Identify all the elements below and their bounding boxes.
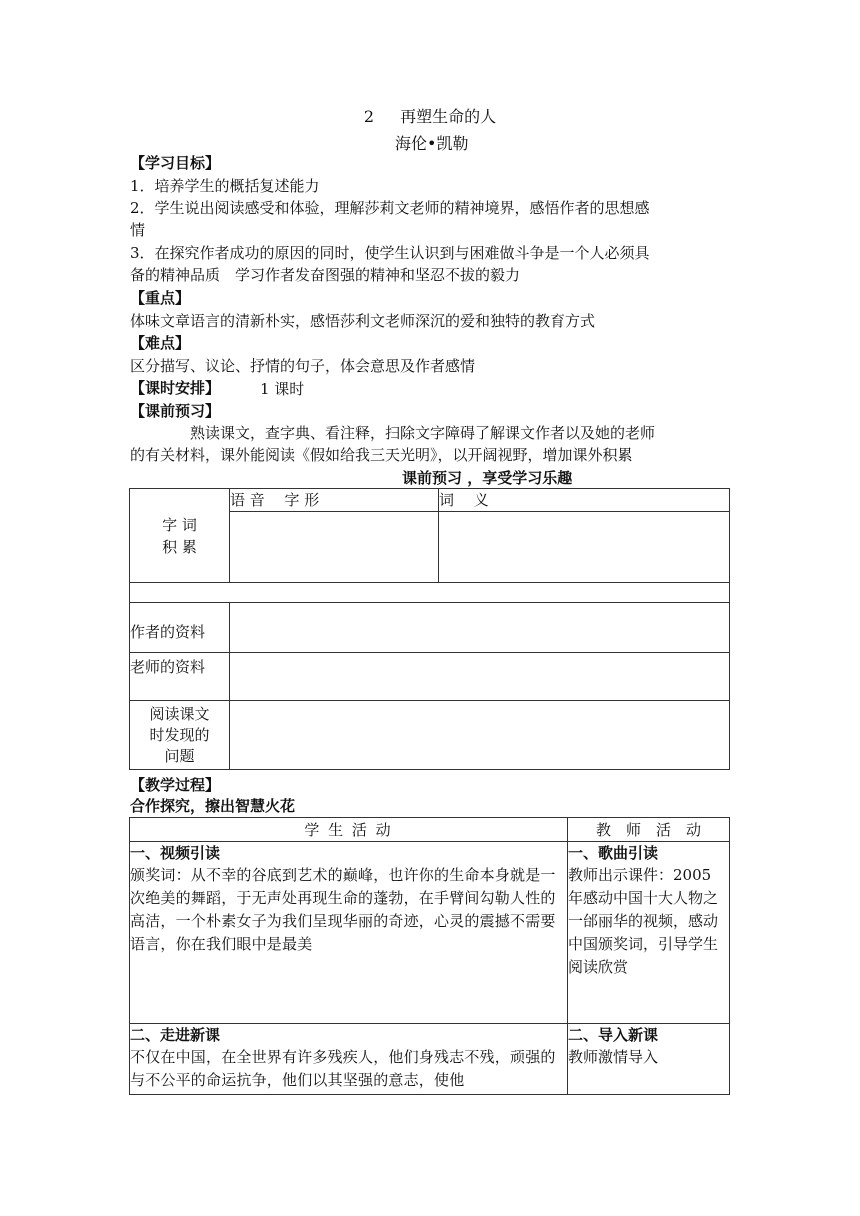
student-activity-title: 二、走进新课 <box>130 1026 221 1044</box>
lesson-number: 2 <box>363 107 375 126</box>
author-info-label-cell <box>130 603 230 653</box>
difficulties-text: 区分描写、议论、抒情的句子，体会意思及作者感情 <box>130 357 476 375</box>
key-points-heading: 【重点】 <box>130 289 191 307</box>
meaning-header <box>439 489 730 512</box>
teacher-activity-title: 二、导入新课 <box>568 1026 659 1044</box>
objective-item: 2．学生说出阅读感受和体验，理解莎莉文老师的精神境界，感悟作者的思想感 <box>130 199 650 217</box>
empty-spacer-row <box>130 583 730 603</box>
student-activity-header <box>130 818 568 842</box>
teacher-info-label-cell <box>130 653 230 701</box>
meaning-header-label: 词 义 <box>439 491 489 509</box>
word-accumulation-label: 字 词 <box>162 515 197 534</box>
student-activity-header-label: 学 生 活 动 <box>304 820 393 839</box>
objective-item: 3．在探究作者成功的原因的同时，使学生认识到与困难做斗争是一个人必须具 <box>130 244 650 262</box>
schedule-heading: 【课时安排】 <box>130 379 221 397</box>
author-info-label: 作者的资料 <box>130 623 206 641</box>
objective-item: 情 <box>130 221 146 239</box>
teacher-activity-cell <box>568 842 730 1024</box>
process-table <box>129 817 730 1095</box>
objective-item: 备的精神品质 学习作者发奋图强的精神和坚忍不拔的毅力 <box>130 266 521 284</box>
preview-table <box>129 488 730 770</box>
lesson-title-text: 再塑生命的人 <box>400 107 497 126</box>
author-name: 海伦•凯勒 <box>395 134 469 153</box>
preview-text-line: 的有关材料，课外能阅读《假如给我三天光明》，以开阔视野，增加课外积累 <box>130 446 633 464</box>
teacher-activity-header-label: 教 师 活 动 <box>595 820 701 839</box>
preview-table-caption: 课前预习 ，享受学习乐趣 <box>402 469 573 487</box>
teacher-activity-title: 一、歌曲引读 <box>568 844 659 862</box>
reading-questions-input-cell[interactable] <box>230 701 730 770</box>
reading-questions-label: 时发现的 <box>149 725 210 744</box>
student-activity-text: 不仅在中国，在全世界有许多残疾人，他们身残志不残，顽强的与不公平的命运抗争，他们以其坚强的意志，使他 <box>130 1048 556 1089</box>
student-activity-title: 一、视频引读 <box>130 844 221 862</box>
teacher-activity-header <box>568 818 730 842</box>
author-info-input-cell[interactable] <box>230 603 730 653</box>
meaning-input-cell[interactable] <box>439 512 730 583</box>
lesson-title <box>0 104 860 127</box>
teacher-activity-text: 教师激情导入 <box>568 1048 659 1066</box>
student-activity-text: 颁奖词：从不幸的谷底到艺术的巅峰，也许你的生命本身就是一次绝美的舞蹈，于无声处再现生命的蓬勃，在手臂间勾勒人性的高洁，一个朴素女子为我们呈现华丽的奇迹，心灵的震撼不需要语言，你在我们眼中是最美 <box>130 866 556 953</box>
word-accumulation-label: 积 累 <box>162 537 197 556</box>
objective-item: 1．培养学生的概括复述能力 <box>130 177 320 195</box>
preview-text-line: 熟读课文，查字典、看注释，扫除文字障碍了解课文作者以及她的老师 <box>190 424 656 442</box>
process-subheading: 合作探究，擦出智慧火花 <box>130 797 296 815</box>
teacher-activity-cell <box>568 1024 730 1095</box>
student-activity-cell <box>130 842 568 1024</box>
word-accumulation-label-cell <box>130 489 230 583</box>
key-points-text: 体味文章语言的清新朴实，感悟莎利文老师深沉的爱和独特的教育方式 <box>130 312 596 330</box>
schedule-value: 1 课时 <box>260 380 305 398</box>
reading-questions-label: 问题 <box>164 746 195 765</box>
reading-questions-label: 阅读课文 <box>149 704 210 723</box>
objectives-heading: 【学习目标】 <box>130 154 221 172</box>
pronunciation-header-label: 语 音 字 形 <box>230 491 320 509</box>
pronunciation-input-cell[interactable] <box>230 512 439 583</box>
teacher-info-input-cell[interactable] <box>230 653 730 701</box>
process-heading: 【教学过程】 <box>130 776 221 794</box>
reading-questions-label-cell <box>130 701 230 770</box>
difficulties-heading: 【难点】 <box>130 334 191 352</box>
teacher-info-label: 老师的资料 <box>130 658 206 676</box>
preview-heading: 【课前预习】 <box>130 402 221 420</box>
pronunciation-header <box>230 489 439 512</box>
teacher-activity-text: 教师出示课件：2005 年感动中国十大人物之一邰丽华的视频，感动中国颁奖词，引导学生阅读欣赏 <box>568 866 719 976</box>
student-activity-cell <box>130 1024 568 1095</box>
